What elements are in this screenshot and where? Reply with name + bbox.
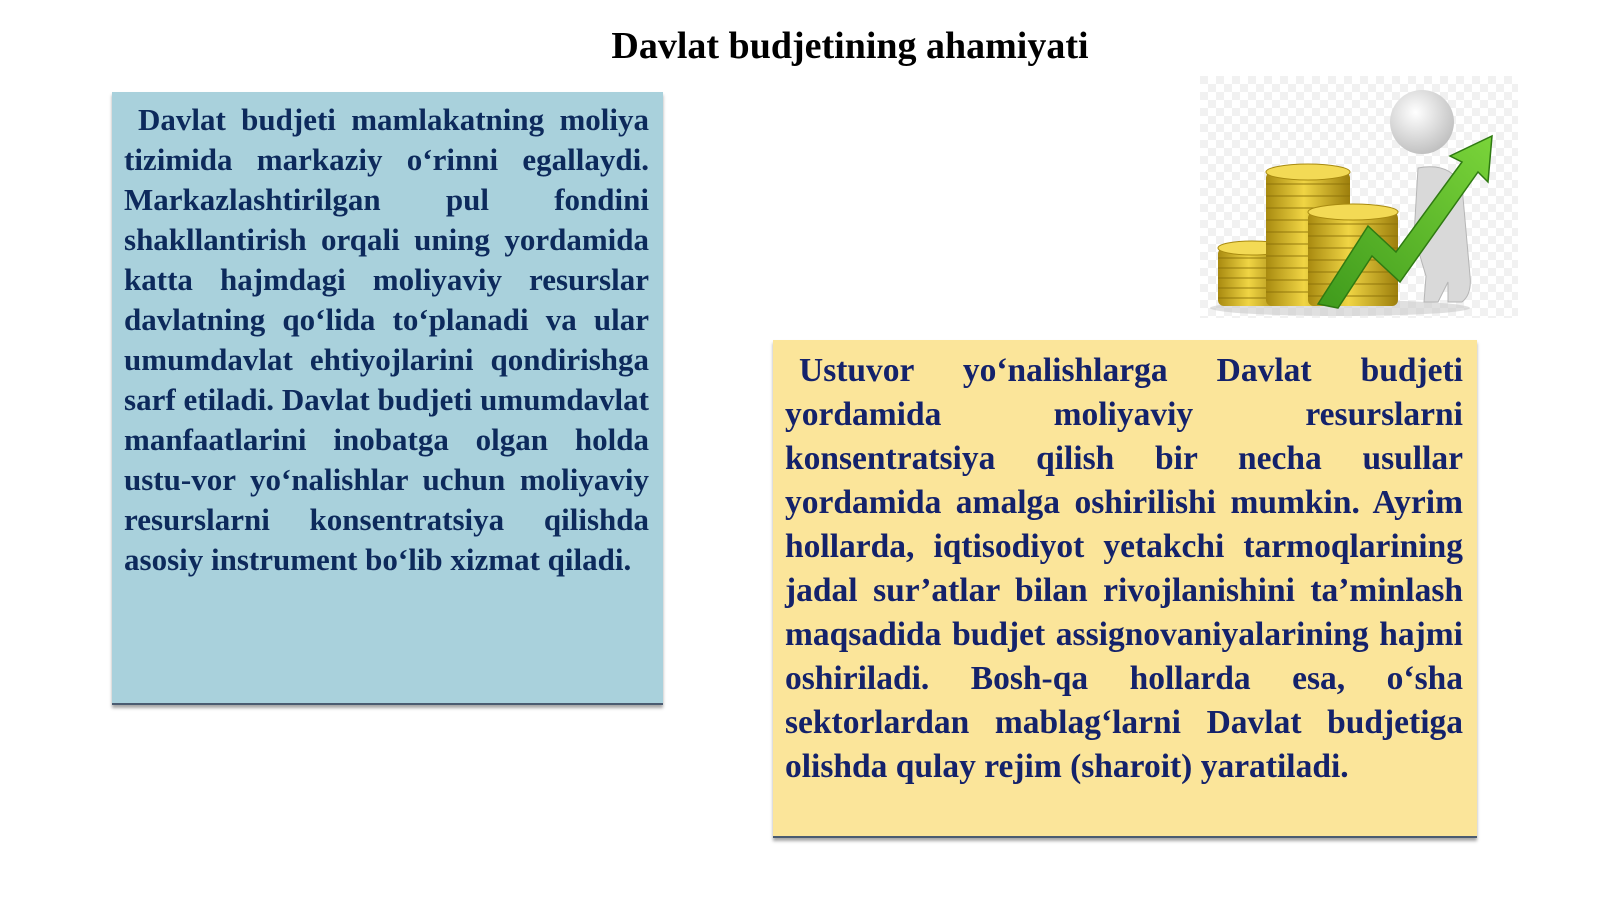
slide-title: Davlat budjetining ahamiyati: [611, 25, 1089, 67]
left-text-paragraph: Davlat budjeti mamlakatning moliya tizimida markaziy o‘rinni egallaydi. Markazlashtirilgan pul fondini shakllantirish orqali uning yordamida katta hajmdagi moliyaviy resurslar davlatning qo‘lida to‘planadi va ular umumdavlat ehtiyojlarini qondirishga sarf etiladi. Davlat budjeti umumdavlat manfaatlarini inobatga olgan holda ustu-vor yo‘nalishlar uchun moliyaviy resurslarni konsentratsiya qilishda asosiy instrument bo‘lib xizmat qiladi.: [124, 102, 649, 577]
coins-growth-arrow-figure-icon: [1200, 76, 1518, 318]
left-text-box: [112, 92, 663, 705]
right-text-paragraph: Ustuvor yo‘nalishlarga Davlat budjeti yordamida moliyaviy resurslarni konsentratsiya qilish bir necha usullar yordamida amalga oshirilishi mumkin. Ayrim hollarda, iqtisodiyot yetakchi tarmoqlarining jadal sur’atlar bilan rivojlanishini ta’minlash maqsadida budjet assignovaniyalarining hajmi oshiriladi. Bosh-qa hollarda esa, o‘sha sektorlardan mablag‘larni Davlat budjetiga olishda qulay rejim (sharoit) yaratiladi.: [785, 352, 1463, 785]
right-text-box: [773, 340, 1477, 838]
